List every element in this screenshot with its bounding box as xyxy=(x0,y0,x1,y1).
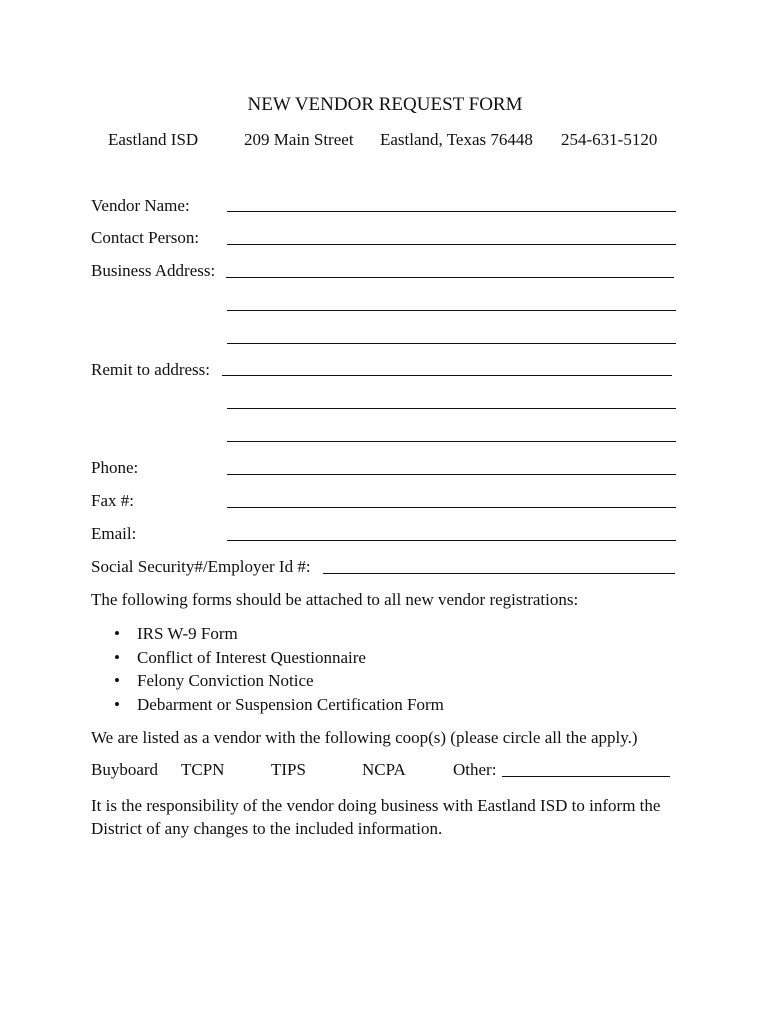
fax-line[interactable] xyxy=(227,507,676,508)
ssn-ein-label: Social Security#/Employer Id #: xyxy=(91,557,311,576)
bullet-icon: • xyxy=(114,647,120,667)
header-street: 209 Main Street xyxy=(244,130,354,149)
form-title: NEW VENDOR REQUEST FORM xyxy=(247,94,523,115)
list-item: • IRS W-9 Form xyxy=(93,622,444,646)
contact-person-label: Contact Person: xyxy=(91,228,200,247)
coop-other-label: Other: xyxy=(453,760,497,779)
bullet-icon: • xyxy=(114,671,120,690)
remit-address-line-1[interactable] xyxy=(222,375,672,376)
vendor-name-line[interactable] xyxy=(227,211,676,212)
list-item: • Felony Conviction Notice xyxy=(93,669,444,693)
email-label: Email: xyxy=(91,524,137,543)
coop-ncpa: NCPA xyxy=(362,760,406,779)
header-district: Eastland ISD xyxy=(108,130,199,149)
bullet-icon: • xyxy=(114,694,120,714)
remit-address-line-2[interactable] xyxy=(227,408,676,409)
bullet-icon: • xyxy=(114,624,120,643)
phone-line[interactable] xyxy=(227,474,676,475)
coop-buyboard: Buyboard xyxy=(91,760,159,779)
coop-other-line[interactable] xyxy=(502,776,670,777)
vendor-name-label: Vendor Name: xyxy=(91,196,190,215)
attachments-intro: The following forms should be attached to all new vendor registrations: xyxy=(91,590,579,609)
coop-intro: We are listed as a vendor with the following coop(s) (please circle all the apply.) xyxy=(91,728,638,747)
attachments-list xyxy=(93,622,444,716)
remit-address-label: Remit to address: xyxy=(91,360,210,379)
business-address-line-1[interactable] xyxy=(226,277,674,278)
phone-label: Phone: xyxy=(91,458,139,477)
remit-address-line-3[interactable] xyxy=(227,441,676,442)
ssn-ein-line[interactable] xyxy=(323,573,675,574)
responsibility-note: It is the responsibility of the vendor doing business with Eastland ISD to inform the District of any changes to the included information. xyxy=(91,796,661,838)
contact-person-line[interactable] xyxy=(227,244,676,245)
header-phone: 254-631-5120 xyxy=(561,130,658,149)
business-address-line-2[interactable] xyxy=(227,310,676,311)
list-item: • Conflict of Interest Questionnaire xyxy=(93,646,444,670)
list-item: • Debarment or Suspension Certification Form xyxy=(93,693,444,717)
fax-label: Fax #: xyxy=(91,491,134,510)
business-address-label: Business Address: xyxy=(91,261,216,280)
coop-tips: TIPS xyxy=(271,760,306,779)
business-address-line-3[interactable] xyxy=(227,343,676,344)
header-city: Eastland, Texas 76448 xyxy=(380,130,533,149)
email-line[interactable] xyxy=(227,540,676,541)
coop-tcpn: TCPN xyxy=(181,760,225,779)
